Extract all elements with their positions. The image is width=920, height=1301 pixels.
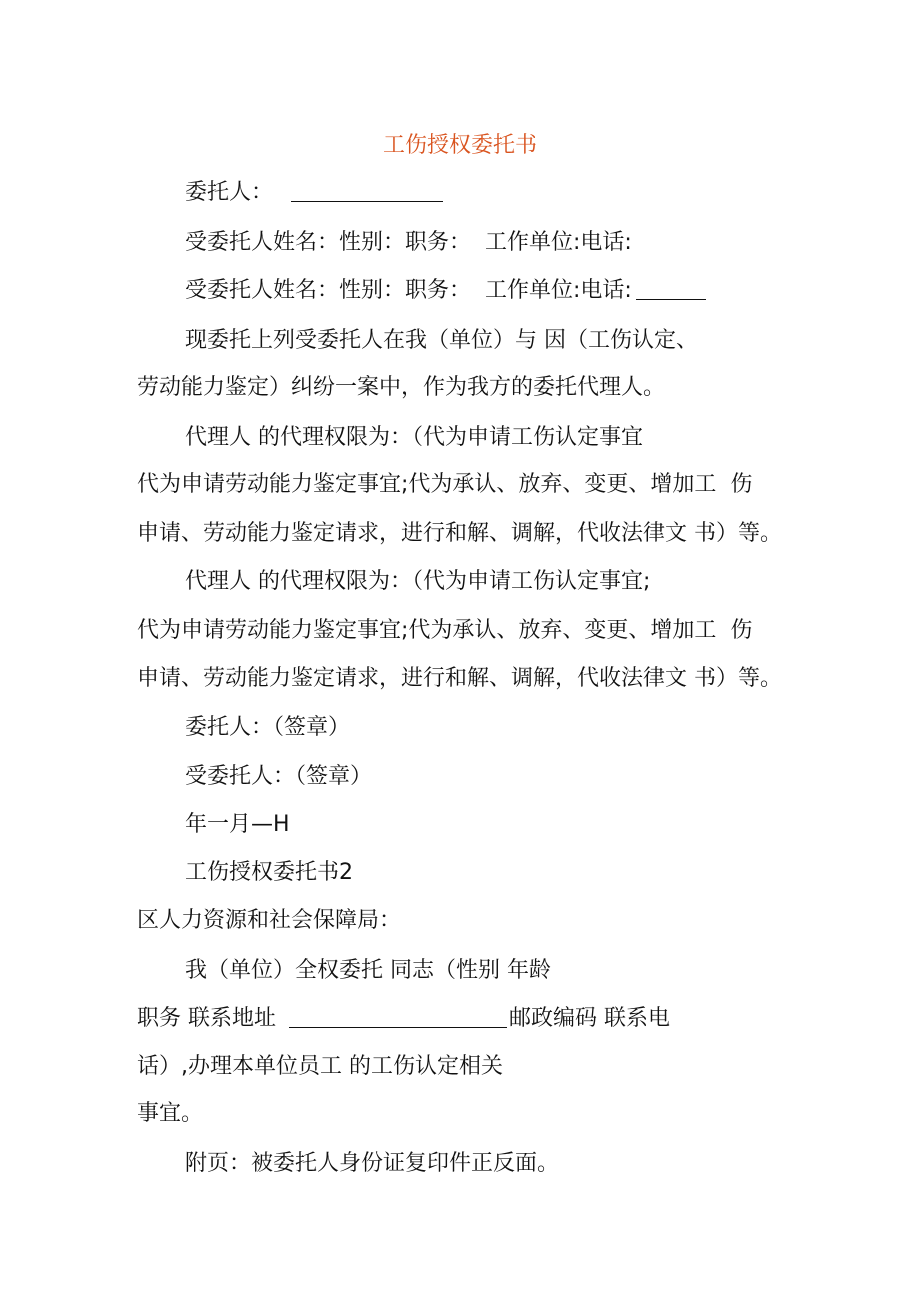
recipient-line: 区人力资源和社会保障局： [137,908,402,933]
authority-line-4: 代理人 的代理权限为：（代为申请工伤认定事宜; [185,569,651,594]
agent-info-text: 受委托人姓名：性别：职务： 工作单位:电话: [185,278,632,303]
principal-signature: 委托人：（签章） [185,715,351,740]
agent-info-line-2 [185,276,706,306]
principal-line [185,178,443,208]
principal-label: 委托人： [185,180,274,205]
document-title: 工伤授权委托书 [382,133,537,158]
date-line: 年一月—H [185,812,290,837]
agent-info-line-1: 受委托人姓名：性别：职务： 工作单位:电话: [185,230,632,255]
entrust-line-1: 我（单位）全权委托 同志（性别 年龄 [185,958,551,983]
entrust-line-4: 事宜。 [137,1101,204,1126]
entrust-line-3: 话）,办理本单位员工 的工伤认定相关 [137,1054,503,1079]
authority-line-6: 申请、劳动能力鉴定请求，进行和解、调解，代收法律文 书）等。 [137,666,782,691]
authority-line-2: 代为申请劳动能力鉴定事宜;代为承认、放弃、变更、增加工 伤 [137,472,753,497]
entrust-line-2-start: 职务 联系地址 [137,1006,283,1031]
authority-line-1: 代理人 的代理权限为：（代为申请工伤认定事宜 [185,425,643,450]
principal-blank [291,179,443,202]
entrust-line-2 [137,1004,670,1034]
body-line-2: 劳动能力鉴定）纠纷一案中，作为我方的委托代理人。 [137,375,666,400]
body-line-1: 现委托上列受委托人在我（单位）与 因（工伤认定、 [185,328,698,353]
phone-blank [636,277,706,300]
section-title-2: 工伤授权委托书2 [185,860,353,885]
authority-line-5: 代为申请劳动能力鉴定事宜;代为承认、放弃、变更、增加工 伤 [137,618,753,643]
entrust-line-2-end: 邮政编码 联系电 [509,1006,670,1031]
authority-line-3: 申请、劳动能力鉴定请求，进行和解、调解，代收法律文 书）等。 [137,521,782,546]
address-blank [289,1005,507,1028]
attachment-line: 附页：被委托人身份证复印件正反面。 [185,1151,560,1176]
agent-signature: 受委托人：（签章） [185,764,373,789]
